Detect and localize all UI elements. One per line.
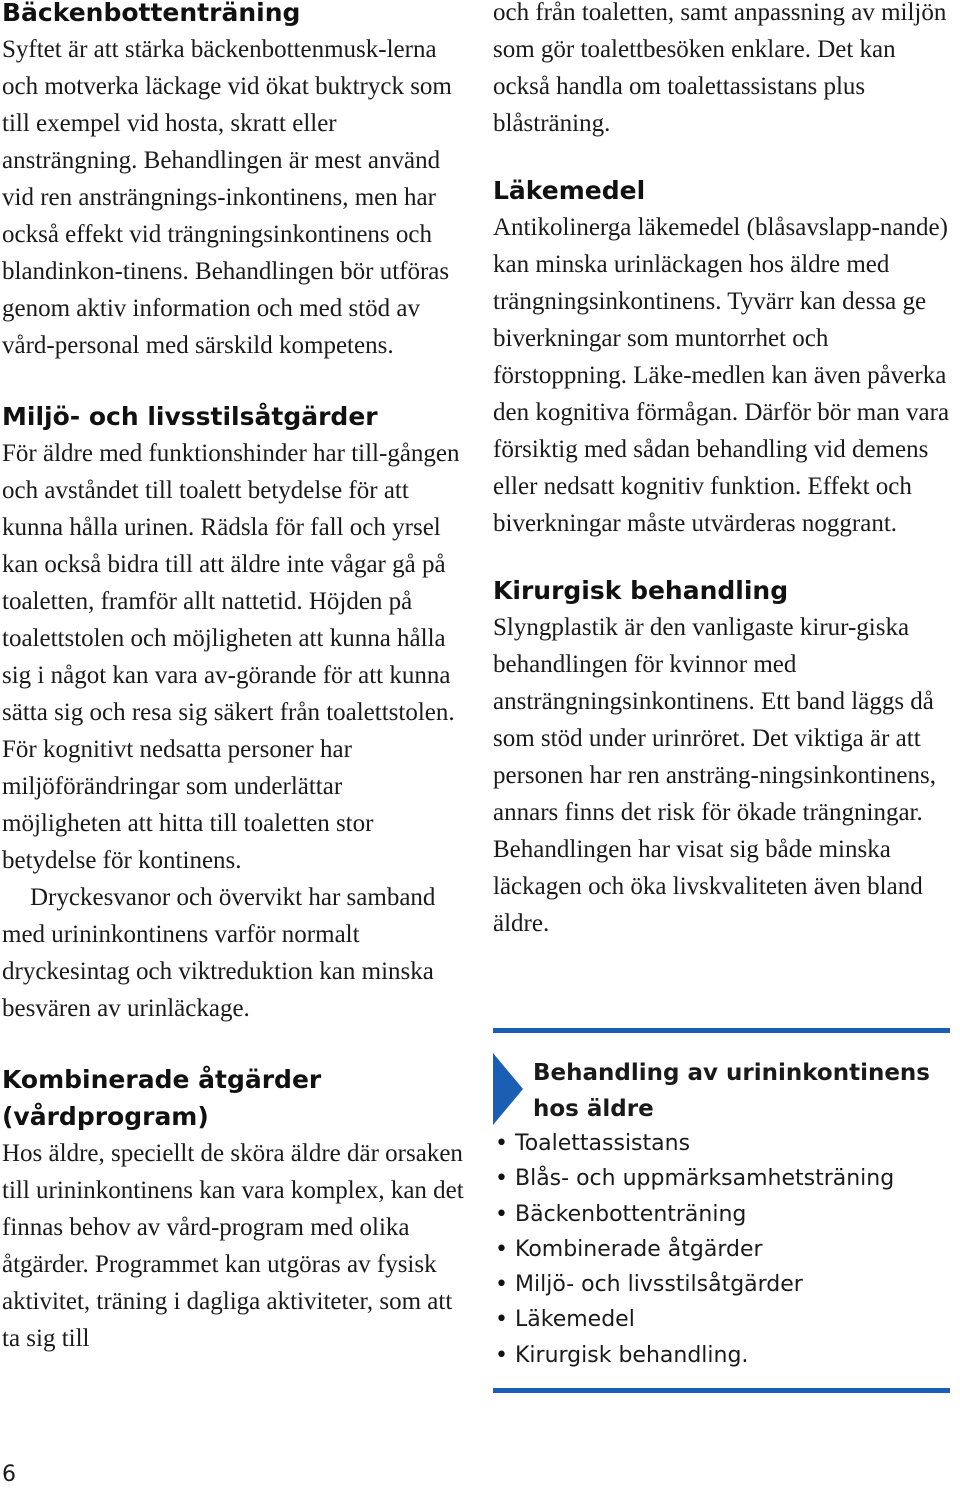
summary-list [495, 1126, 894, 1373]
paragraph-dryckesvanor: Dryckesvanor och övervikt har samband med urininkontinens varför normalt dryckesintag och viktreduktion kan minska besvären av urinläckage. [2, 884, 436, 1022]
heading-lakemedel: Läkemedel [493, 176, 646, 205]
list-item: • Miljö- och livsstilsåtgärder [495, 1267, 894, 1302]
paragraph-miljo-livsstil: För äldre med funktionshinder har till-gången och avståndet till toalett betydelse för att kunna hålla urinen. Rädsla för fall och yrsel kan också bidra till att äldre inte vågar gå på toaletten, framför allt nattetid. Höjden på toalettstolen och möjligheten att kunna hålla sig i något kan vara av-görande för att kunna sätta sig och resa sig säkert från toalettstolen. För kognitivt nedsatta personer har miljöförändringar som underlättar möjligheten att hitta till toaletten stor betydelse för kontinens. [2, 440, 460, 874]
list-item: • Toalettassistans [495, 1126, 894, 1161]
arrow-marker-icon [493, 1053, 523, 1125]
heading-backenbottentraning: Bäckenbottenträning [2, 0, 301, 27]
page-number: 6 [2, 1462, 16, 1487]
paragraph-continued: och från toaletten, samt anpassning av miljön som gör toalettbesöken enklare. Det kan också handla om toalettassistans plus blåsträning. [493, 0, 947, 137]
heading-miljo-livsstil: Miljö- och livsstilsåtgärder [2, 402, 378, 431]
paragraph-backenbottentraning: Syftet är att stärka bäckenbottenmusk-lerna och motverka läckage vid ökat buktryck som till exempel vid hosta, skratt eller ansträngning. Behandlingen är mest använd vid ren ansträngnings-inkontinens, men har också effekt vid trängningsinkontinens och blandinkon-tinens. Behandlingen bör utföras genom aktiv information och med stöd av vård-personal med särskild kompetens. [2, 36, 452, 359]
heading-kirurgisk-behandling: Kirurgisk behandling [493, 576, 789, 605]
list-item: • Kombinerade åtgärder [495, 1232, 894, 1267]
left-column [2, 0, 464, 1357]
paragraph-lakemedel: Antikolinerga läkemedel (blåsavslapp-nande) kan minska urinläckagen hos äldre med trängningsinkontinens. Tyvärr kan dessa ge biverkningar som muntorrhet och förstoppning. Läke-medlen kan även påverka den kognitiva förmågan. Därför bör man vara försiktig med sådan behandling vid demens eller nedsatt kognitiv funktion. Effekt och biverkningar måste utvärderas noggrant. [493, 214, 950, 537]
list-item: • Blås- och uppmärksamhetsträning [495, 1161, 894, 1196]
summary-box-title: Behandling av urininkontinens hos äldre [533, 1060, 930, 1122]
paragraph-kirurgisk-behandling: Slyngplastik är den vanligaste kirur-giska behandlingen för kvinnor med ansträngningsinkontinens. Ett band läggs då som stöd under urinröret. Det viktiga är att personen har ren ansträng-ningsinkontinens, annars finns det risk för ökade trängningar. Behandlingen har visat sig både minska läckagen och öka livskvaliteten även bland äldre. [493, 614, 936, 937]
right-column [493, 0, 955, 942]
list-item: • Läkemedel [495, 1302, 894, 1337]
list-item: • Kirurgisk behandling. [495, 1338, 894, 1373]
paragraph-kombinerade-atgarder: Hos äldre, speciellt de sköra äldre där orsaken till urininkontinens kan vara komplex, kan det finnas behov av vård-program med olika åtgärder. Programmet kan utgöras av fysisk aktivitet, träning i dagliga aktiviteter, som att ta sig till [2, 1140, 464, 1352]
list-item: • Bäckenbottenträning [495, 1197, 894, 1232]
summary-box [493, 1028, 950, 1393]
heading-kombinerade-atgarder: Kombinerade åtgärder (vårdprogram) [2, 1065, 322, 1131]
